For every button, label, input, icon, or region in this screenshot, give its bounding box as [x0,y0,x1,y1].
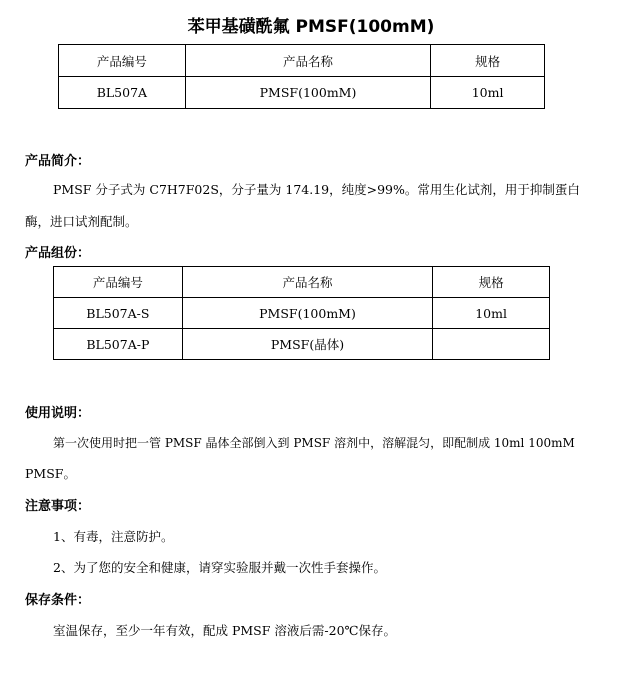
cell-spec: 10ml [433,298,550,329]
table-row [54,298,550,329]
table-header-row [59,45,545,77]
cell-spec: 10ml [431,77,545,109]
notes-heading: 注意事项： [25,499,91,514]
storage-heading: 保存条件： [25,593,91,608]
usage-heading: 使用说明： [25,406,91,421]
usage-line-1: 第一次使用时把一管 PMSF 晶体全部倒入到 PMSF 溶剂中，溶解混匀，即配制成 10ml 100mM [53,436,575,450]
header-spec: 规格 [433,267,550,298]
intro-heading: 产品简介： [25,154,91,169]
cell-product-name: PMSF(100mM) [185,77,431,109]
intro-line-1: PMSF 分子式为 C7H7F02S，分子量为 174.19，纯度>99%。常用生化试剂，用于抑制蛋白 [53,182,580,197]
header-product-name: 产品名称 [182,267,433,298]
header-product-code: 产品编号 [54,267,183,298]
document-title: 苯甲基磺酰氟 PMSF(100mM) [187,17,435,37]
components-heading: 产品组份： [25,246,91,261]
cell-product-code: BL507A-P [54,329,183,360]
table-row [54,329,550,360]
product-table [58,44,545,109]
cell-product-name: PMSF(100mM) [182,298,433,329]
cell-spec [433,329,550,360]
intro-line-2: 酶，进口试剂配制。 [25,214,138,229]
table-row [59,77,545,109]
header-spec: 规格 [431,45,545,77]
note-item-1: 1、有毒，注意防护。 [53,529,174,544]
cell-product-code: BL507A [59,77,186,109]
header-product-name: 产品名称 [185,45,431,77]
cell-product-name: PMSF(晶体) [182,329,433,360]
table-header-row [54,267,550,298]
storage-text: 室温保存，至少一年有效，配成 PMSF 溶液后需-20℃保存。 [53,623,397,638]
components-table [53,266,550,360]
note-item-2: 2、为了您的安全和健康，请穿实验服并戴一次性手套操作。 [53,560,386,575]
usage-line-2: PMSF。 [25,466,76,481]
cell-product-code: BL507A-S [54,298,183,329]
header-product-code: 产品编号 [59,45,186,77]
